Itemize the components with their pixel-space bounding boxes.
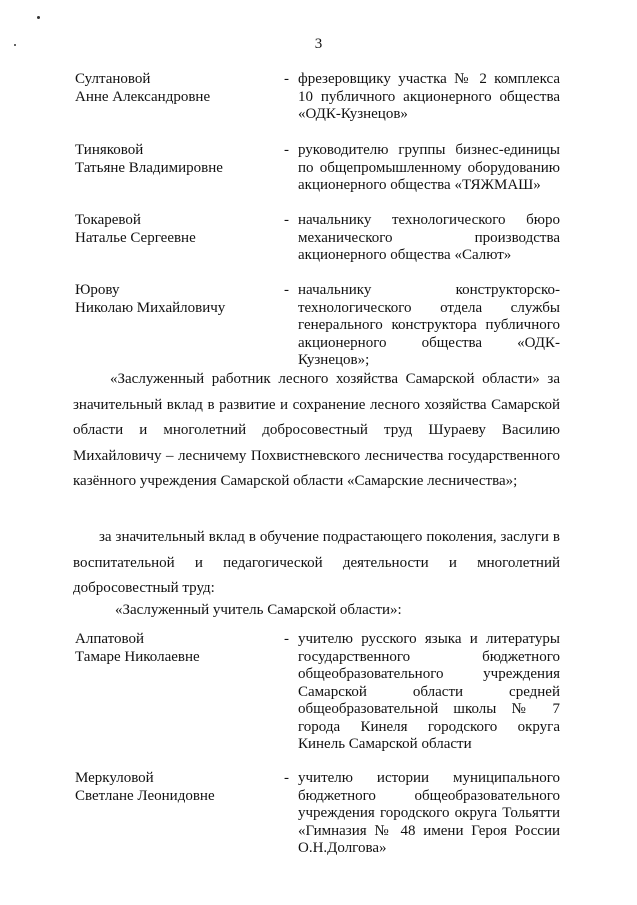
awardee-surname: Тиняковой — [75, 142, 144, 158]
awardee-position: учителю русского языка и литературы государственного бюджетного общеобразовательного учреждения Самарской области средней общеобразовательной школы № 7 города Кинеля городского округа Кинель Самарской области — [298, 631, 560, 752]
awardee-given-name: Татьяне Владимировне — [75, 159, 223, 176]
teacher-award-title: «Заслуженный учитель Самарской области»: — [115, 602, 402, 618]
awardee-given-name: Наталье Сергеевне — [75, 229, 196, 246]
list-dash: - — [284, 282, 289, 298]
education-intro-paragraph: за значительный вклад в обучение подрастающего поколения, заслуги в воспитательной и педагогической деятельности и многолетний добросовестный труд: — [73, 529, 560, 597]
forestry-award-title: «Заслуженный работник лесного хозяйства Самарской области» — [110, 371, 540, 387]
awardee-surname: Токаревой — [75, 212, 141, 228]
awardee-name — [75, 770, 275, 805]
page-number: 3 — [314, 36, 323, 52]
awardee-position: начальнику конструкторско-технологического отдела службы генерального конструктора публичного акционерного общества «ОДК-Кузнецов»; — [298, 282, 560, 368]
awardee-name — [75, 631, 275, 666]
forestry-award-text: за значительный вклад в развитие и сохранение лесного хозяйства Самарской области и многолетний добросовестный труд Шураеву Василию Михайловичу – лесничему Похвистневского лесничества государственного казённого учреждения Самарской области «Самарские лесничества»; — [73, 371, 561, 490]
awardee-name — [75, 71, 275, 106]
awardee-position: руководителю группы бизнес-единицы по общепромышленному оборудованию акционерного общества «ТЯЖМАШ» — [298, 142, 560, 193]
list-dash: - — [284, 770, 289, 786]
awardee-given-name: Светлане Леонидовне — [75, 787, 215, 804]
list-dash: - — [284, 631, 289, 647]
list-dash: - — [284, 212, 289, 228]
awardee-name — [75, 212, 275, 247]
awardee-position: учителю истории муниципального бюджетного общеобразовательного учреждения городского округа Тольятти «Гимназия № 48 имени Героя России О.Н.Долгова» — [298, 770, 560, 856]
list-dash: - — [284, 142, 289, 158]
awardee-given-name: Тамаре Николаевне — [75, 648, 200, 665]
awardee-position: фрезеровщику участка № 2 комплекса 10 публичного акционерного общества «ОДК-Кузнецов» — [298, 71, 560, 122]
awardee-name — [75, 282, 275, 317]
forestry-award-paragraph — [73, 367, 560, 495]
awardee-given-name: Николаю Михайловичу — [75, 299, 226, 316]
awardee-surname: Султановой — [75, 71, 151, 87]
scan-speck — [37, 16, 40, 19]
awardee-surname: Юрову — [75, 282, 120, 298]
awardee-surname: Алпатовой — [75, 631, 144, 647]
awardee-position: начальнику технологического бюро механического производства акционерного общества «Салют» — [298, 212, 560, 263]
awardee-surname: Меркуловой — [75, 770, 154, 786]
awardee-name — [75, 142, 275, 177]
awardee-given-name: Анне Александровне — [75, 88, 211, 105]
list-dash: - — [284, 71, 289, 87]
